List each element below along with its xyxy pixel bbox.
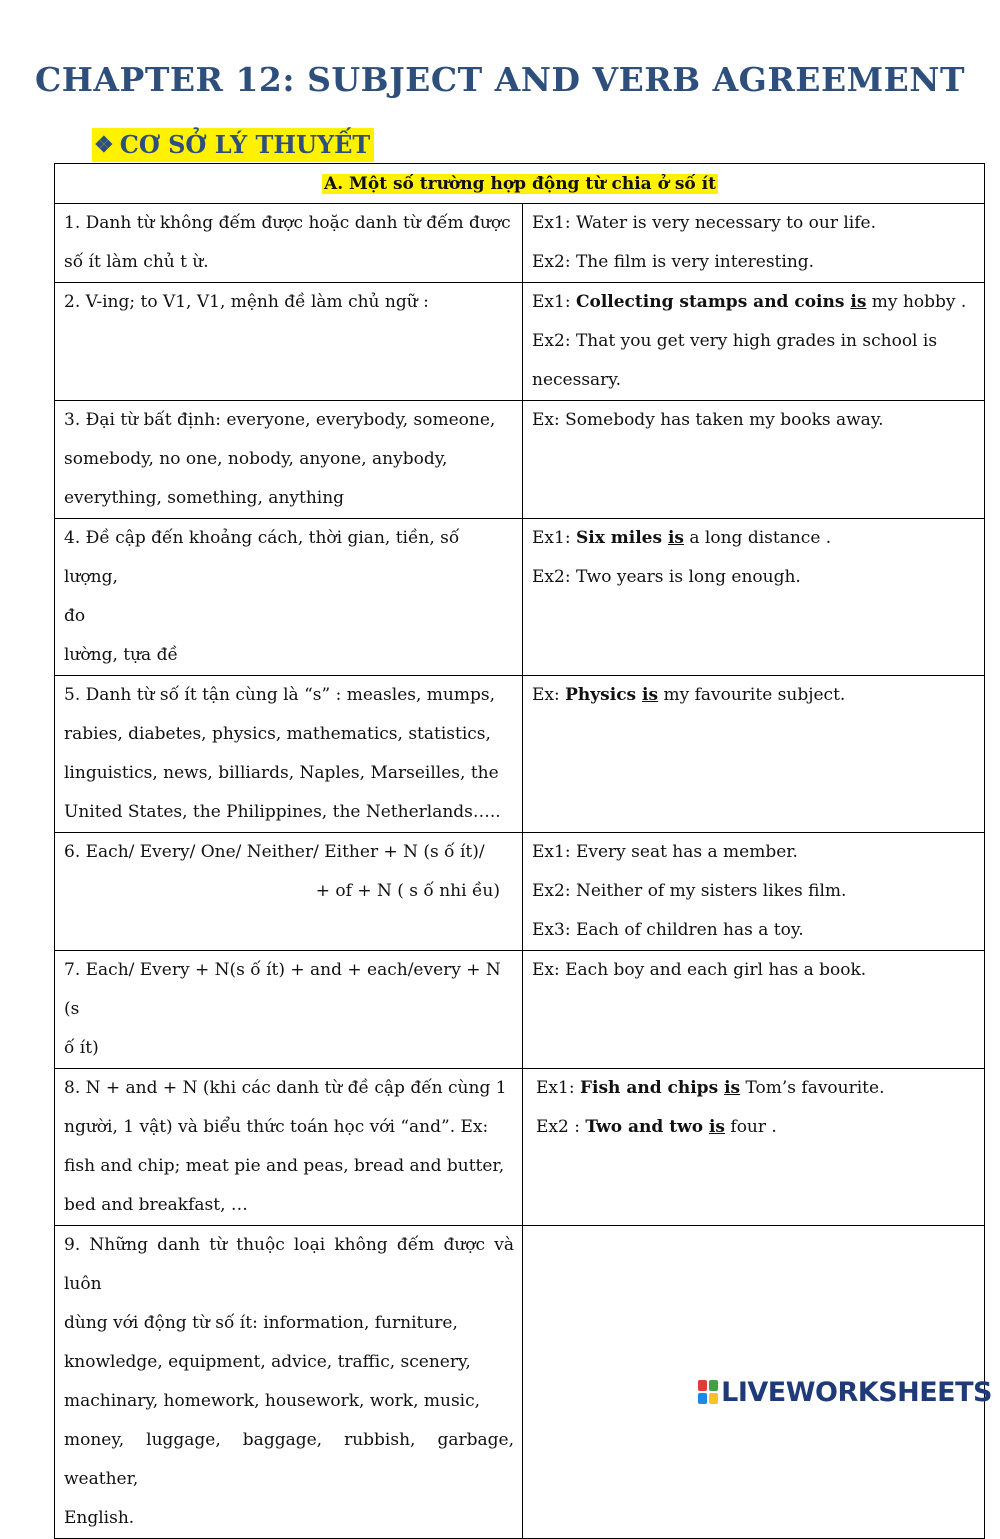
example-subject: Fish and chips	[579, 1078, 725, 1098]
example-line: Ex: Each boy and each girl has a book.	[532, 960, 867, 980]
rule-cell	[55, 676, 523, 833]
example-suffix: a long distance .	[683, 528, 832, 548]
example-prefix: Ex2 :	[536, 1117, 586, 1137]
example-prefix: Ex1:	[532, 528, 576, 548]
rule-line: bed and breakfast, …	[64, 1195, 248, 1215]
example-line	[532, 1069, 976, 1108]
rule-line: 2. V-ing; to V1, V1, mệnh đề làm chủ ngữ :	[64, 292, 429, 312]
logo-square	[709, 1393, 718, 1404]
rule-line: số ít làm chủ t ừ.	[64, 252, 209, 272]
example-line: Ex1: Water is very necessary to our life.	[532, 213, 876, 233]
rule-line: 8. N + and + N (khi các danh từ đề cập đến cùng 1	[64, 1078, 507, 1098]
rule-line: + of + N ( s ố nhi ều)	[315, 881, 500, 901]
rule-line: everything, something, anything	[64, 488, 345, 508]
rule-line: người, 1 vật) và biểu thức toán học với “and”. Ex:	[64, 1117, 489, 1137]
rule-line: United States, the Philippines, the Netherlands…..	[64, 802, 501, 822]
rule-line: machinary, homework, housework, work, music,	[64, 1391, 481, 1411]
rule-line: đo	[64, 606, 86, 626]
rule-line: English.	[64, 1508, 135, 1528]
section-heading	[92, 128, 374, 162]
example-line	[532, 676, 976, 715]
chapter-title: CHAPTER 12: SUBJECT AND VERB AGREEMENT	[34, 60, 965, 99]
table-row	[55, 676, 985, 833]
example-line: Ex: Somebody has taken my books away.	[532, 410, 884, 430]
rule-line: linguistics, news, billiards, Naples, Marseilles, the	[64, 763, 499, 783]
table-row	[55, 833, 985, 951]
rule-line: fish and chip; meat pie and peas, bread and butter,	[64, 1156, 505, 1176]
rule-line: dùng với động từ số ít: information, furniture,	[64, 1313, 458, 1333]
example-subject: Six miles	[575, 528, 668, 548]
section-heading-label: CƠ SỞ LÝ THUYẾT	[119, 130, 371, 159]
rule-line: somebody, no one, nobody, anyone, anybody,	[64, 449, 448, 469]
rule-cell	[55, 204, 523, 283]
rule-line: ố ít)	[64, 1038, 99, 1058]
table-row	[55, 1069, 985, 1226]
theory-table	[54, 163, 985, 1539]
example-cell	[523, 204, 985, 283]
example-prefix: Ex:	[532, 685, 566, 705]
rule-line: 3. Đại từ bất định: everyone, everybody, someone,	[64, 410, 496, 430]
table-row	[55, 951, 985, 1069]
example-line	[532, 1108, 976, 1147]
example-cell	[523, 401, 985, 519]
example-cell	[523, 283, 985, 401]
example-line: Ex3: Each of children has a toy.	[532, 920, 804, 940]
rule-line: 9. Những danh từ thuộc loại không đếm được và luôn	[64, 1235, 514, 1294]
rule-cell	[55, 833, 523, 951]
liveworksheets-wordmark: LIVEWORKSHEETS	[721, 1376, 992, 1408]
rule-line: money, luggage, baggage, rubbish, garbage, weather,	[64, 1430, 514, 1489]
rule-line: 4. Đề cập đến khoảng cách, thời gian, tiền, số lượng,	[64, 528, 460, 587]
rule-line: 1. Danh từ không đếm được hoặc danh từ đếm được	[64, 213, 511, 233]
example-cell	[523, 519, 985, 676]
rule-line: 7. Each/ Every + N(s ố ít) + and + each/every + N (s	[64, 960, 501, 1019]
table-row	[55, 204, 985, 283]
rule-cell	[55, 1069, 523, 1226]
table-heading: A. Một số trường hợp động từ chia ở số ít	[324, 173, 716, 194]
example-subject: Physics	[565, 685, 643, 705]
rule-line: 5. Danh từ số ít tận cùng là “s” : measles, mumps,	[64, 685, 495, 705]
example-cell	[523, 1069, 985, 1226]
example-line	[532, 283, 976, 322]
example-suffix: Tom’s favourite.	[740, 1078, 885, 1098]
example-cell	[523, 951, 985, 1069]
example-verb: is	[667, 528, 684, 548]
example-line: Ex2: The film is very interesting.	[532, 252, 815, 272]
logo-square	[709, 1380, 718, 1391]
example-line: Ex2: That you get very high grades in school is	[532, 331, 938, 351]
table-row	[55, 401, 985, 519]
rule-cell	[55, 1226, 523, 1539]
rule-cell	[55, 401, 523, 519]
example-cell	[523, 833, 985, 951]
rule-line: lường, tựa đề	[64, 645, 178, 665]
logo-square	[698, 1380, 707, 1391]
table-row	[55, 519, 985, 676]
liveworksheets-logo-icon	[698, 1380, 718, 1404]
liveworksheets-logo[interactable]	[698, 1376, 992, 1408]
example-suffix: my hobby .	[866, 292, 967, 312]
example-verb: is	[708, 1117, 725, 1137]
table-row	[55, 283, 985, 401]
example-suffix: my favourite subject.	[658, 685, 846, 705]
example-line	[532, 519, 976, 558]
rule-cell	[55, 519, 523, 676]
table-heading-cell	[55, 164, 985, 204]
example-prefix: Ex1:	[532, 292, 576, 312]
example-line: Ex1: Every seat has a member.	[532, 842, 798, 862]
example-verb: is	[642, 685, 659, 705]
example-line: Ex2: Neither of my sisters likes film.	[532, 881, 847, 901]
example-subject: Collecting stamps and coins	[575, 292, 851, 312]
example-subject: Two and two	[585, 1117, 709, 1137]
example-prefix: Ex1:	[536, 1078, 580, 1098]
example-line: necessary.	[532, 370, 622, 390]
diamond-bullet-icon: ❖	[94, 132, 114, 158]
example-suffix: four .	[725, 1117, 777, 1137]
rule-cell	[55, 951, 523, 1069]
example-cell	[523, 676, 985, 833]
table-heading-row	[55, 164, 985, 204]
example-verb: is	[850, 292, 867, 312]
example-line: Ex2: Two years is long enough.	[532, 567, 801, 587]
rule-line: rabies, diabetes, physics, mathematics, statistics,	[64, 724, 491, 744]
rule-cell	[55, 283, 523, 401]
rule-line: knowledge, equipment, advice, traffic, scenery,	[64, 1352, 471, 1372]
logo-square	[698, 1393, 707, 1404]
rule-line: 6. Each/ Every/ One/ Neither/ Either + N (s ố ít)/	[64, 842, 485, 862]
example-verb: is	[724, 1078, 741, 1098]
